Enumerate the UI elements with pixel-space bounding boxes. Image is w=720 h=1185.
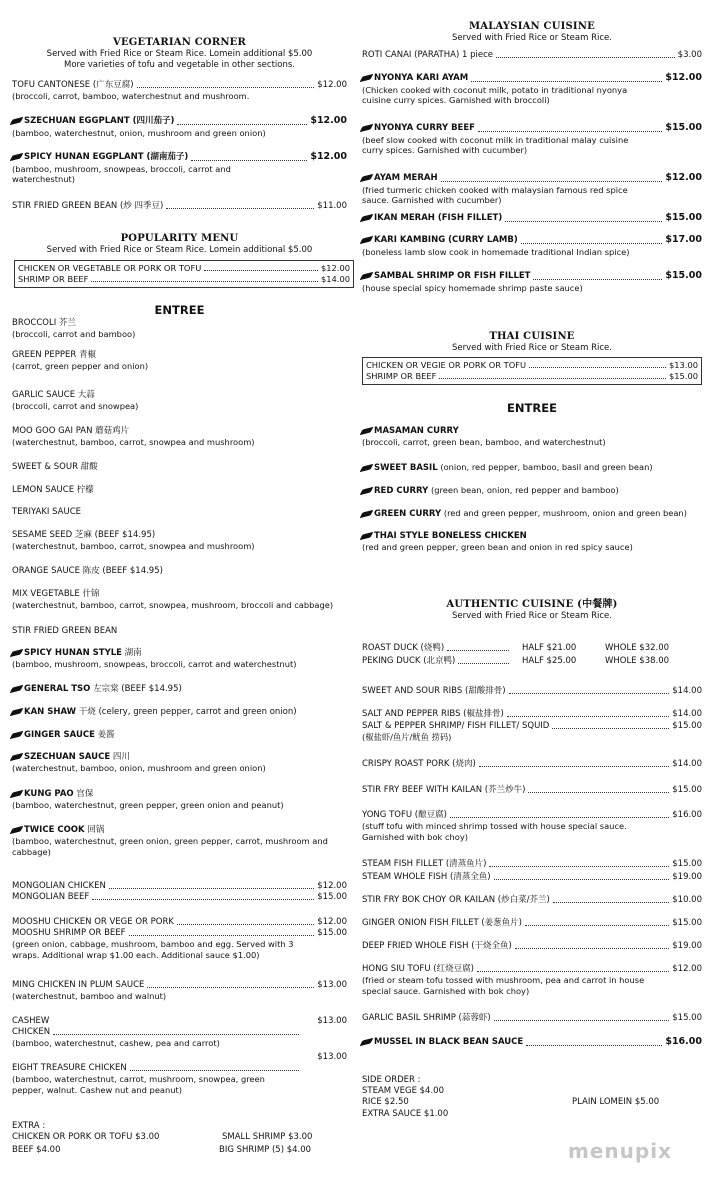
side-item: RICE $2.50 <box>362 1097 409 1108</box>
whole-price: WHOLE $38.00 <box>605 656 670 666</box>
item-name: RED CURRY <box>374 486 429 496</box>
item-price: $12.00 <box>310 115 347 126</box>
extra-item: BIG SHRIMP (5) $4.00 <box>219 1145 312 1156</box>
item-name: STIR FRIED GREEN BEAN (炒 四季豆) <box>12 201 164 211</box>
spicy-icon <box>360 123 374 131</box>
malaysian-title: MALAYSIAN CUISINE <box>469 21 595 32</box>
item-desc: (green bean, onion, red pepper and bamboo) <box>431 485 619 495</box>
item-desc: (fried turmeric chicken cooked with malaysian famous red spice sauce. Garnished with cucumber) <box>362 184 628 206</box>
menu-item <box>12 648 347 670</box>
spicy-icon <box>10 789 24 797</box>
item-extra: (BEEF $14.95) <box>121 684 182 694</box>
item-desc: (椒盐虾/鱼片/鱿鱼 捞码) <box>362 732 452 743</box>
item-chinese: 青椒 <box>79 350 97 360</box>
item-name: ROTI CANAI (PARATHA) 1 piece <box>362 50 493 60</box>
item-name: SWEET AND SOUR RIBS (甜酸排骨) <box>362 686 506 696</box>
item-name: STEAM WHOLE FISH (清蒸全鱼) <box>362 872 491 882</box>
menu-item <box>362 721 702 743</box>
menu-item <box>362 859 702 870</box>
spicy-icon <box>360 213 374 221</box>
menu-item <box>12 825 347 858</box>
item-name: GINGER SAUCE <box>24 730 95 740</box>
item-price: $15.00 <box>672 1013 702 1023</box>
item-name: DEEP FRIED WHOLE FISH (干烧全鱼) <box>362 941 512 951</box>
item-name: SWEET & SOUR <box>12 462 78 472</box>
item-name: GREEN CURRY <box>374 509 442 519</box>
item-name: ROAST DUCK (烧鸭) <box>362 643 445 653</box>
item-price: $15.00 <box>672 918 702 928</box>
item-name: TOFU CANTONESE (广东豆腐) <box>12 80 134 90</box>
item-desc: (house special spicy homemade shrimp paste sauce) <box>362 282 583 293</box>
item-name: STIR FRIED GREEN BEAN <box>12 626 118 636</box>
item-price: $16.00 <box>672 810 702 820</box>
spicy-icon <box>360 1037 374 1045</box>
item-price: $13.00 <box>317 1016 347 1026</box>
menu-item <box>362 72 702 106</box>
item-price: $15.00 <box>665 270 702 281</box>
item-desc: (waterchestnut, bamboo, carrot, snowpea and mushroom) <box>12 541 255 552</box>
item-name: SALT AND PEPPER RIBS (椒盐排骨) <box>362 709 504 719</box>
item-name: ORANGE SAUCE <box>12 566 80 576</box>
item-desc: (waterchestnut, bamboo and walnut) <box>12 991 167 1002</box>
item-desc: (beef slow cooked with coconut milk in traditional malay cuisine curry spices. Garnished with cucumber) <box>362 134 629 156</box>
extra-item: SMALL SHRIMP $3.00 <box>222 1132 313 1143</box>
menu-item <box>362 918 702 929</box>
thai-title: THAI CUISINE <box>489 331 575 342</box>
item-extra: (BEEF $14.95) <box>94 530 156 540</box>
item-price: $19.00 <box>672 872 702 882</box>
spicy-icon <box>360 486 374 494</box>
menu-item <box>12 730 347 741</box>
item-desc: (waterchestnut, bamboo, onion, mushroom and green onion) <box>12 763 266 774</box>
thai-subtitle: Served with Fried Rice or Steam Rice. <box>452 343 612 354</box>
thai-entree-title: ENTREE <box>507 401 557 415</box>
item-desc: (onion, red pepper, bamboo, basil and green bean) <box>440 462 653 472</box>
item-name: MOO GOO GAI PAN <box>12 426 93 436</box>
menu-item <box>362 508 702 520</box>
item-chinese: 大蒜 <box>77 390 95 400</box>
item-name: SPICY HUNAN STYLE <box>24 648 122 658</box>
item-price: $15.00 <box>665 122 702 133</box>
menu-item <box>12 115 347 138</box>
item-name: AYAM MERAH <box>374 173 438 183</box>
item-chinese: 左宗棠 <box>93 684 119 694</box>
menu-item <box>362 234 702 257</box>
item-chinese: 湖南 <box>124 648 142 658</box>
price-row-name: SHRIMP OR BEEF <box>366 370 437 381</box>
item-chinese: 回锅 <box>87 825 105 835</box>
menu-item <box>12 350 347 372</box>
item-name: STEAM FISH FILLET (清蒸鱼片) <box>362 859 487 869</box>
item-price: $13.00 <box>317 980 347 990</box>
item-name: SESAME SEED <box>12 530 73 540</box>
item-price: $15.00 <box>672 721 702 731</box>
menu-item <box>362 270 702 293</box>
item-name: MIX VEGETABLE <box>12 589 80 599</box>
item-price: $15.00 <box>665 212 702 223</box>
menu-item <box>362 426 702 448</box>
item-price: $13.00 <box>317 1052 347 1062</box>
menu-item <box>362 964 702 997</box>
watermark-bold: menu <box>568 1139 635 1163</box>
menu-item <box>12 980 347 1002</box>
item-name: MUSSEL IN BLACK BEAN SAUCE <box>374 1037 524 1047</box>
menu-item <box>12 151 347 185</box>
item-desc: (broccoli, carrot, green bean, bamboo, and waterchestnut) <box>362 437 606 448</box>
malaysian-subtitle: Served with Fried Rice or Steam Rice. <box>452 33 612 44</box>
item-price: $15.00 <box>317 892 347 903</box>
item-desc: (bamboo, waterchestnut, green pepper, green onion and peanut) <box>12 800 284 811</box>
extra-item: BEEF $4.00 <box>12 1145 61 1156</box>
item-price: $12.00 <box>317 80 347 90</box>
item-name: KARI KAMBING (CURRY LAMB) <box>374 235 518 245</box>
spicy-icon <box>360 73 374 81</box>
item-chinese: 柠檬 <box>76 485 94 495</box>
item-price: $12.00 <box>665 72 702 83</box>
menu-item <box>12 390 347 412</box>
menu-item <box>362 709 702 720</box>
menu-item <box>12 589 347 611</box>
menu-item <box>12 80 347 102</box>
mooshu-group <box>12 917 347 961</box>
item-chinese: 甜酸 <box>80 462 98 472</box>
item-name: IKAN MERAH (FISH FILLET) <box>374 213 503 223</box>
item-price: $15.00 <box>672 859 702 869</box>
vegetarian-subtitle: Served with Fried Rice or Steam Rice. Lomein additional $5.00 <box>46 49 313 60</box>
price-row-name: CHICKEN OR VEGETABLE OR PORK OR TOFU <box>18 263 202 273</box>
item-price: $12.00 <box>672 964 702 974</box>
item-desc: (bamboo, waterchestnut, onion, mushroom and green onion) <box>12 127 266 138</box>
price-row-price: $15.00 <box>668 370 698 381</box>
item-desc: (red and green pepper, mushroom, onion and green bean) <box>443 508 687 518</box>
spicy-icon <box>360 531 374 539</box>
item-extra: (celery, green pepper, carrot and green onion) <box>98 707 297 717</box>
item-name: SZECHUAN EGGPLANT (四川茄子) <box>24 116 175 126</box>
popularity-price-box <box>14 260 354 288</box>
vegetarian-section <box>12 36 347 72</box>
authentic-title: AUTHENTIC CUISINE (中餐牌) <box>446 599 618 610</box>
malaysian-section <box>362 20 702 44</box>
item-name: MONGOLIAN CHICKEN <box>12 881 106 891</box>
menu-item <box>362 1013 702 1024</box>
item-name: EIGHT TREASURE CHICKEN <box>12 1063 127 1074</box>
spicy-icon <box>360 463 374 471</box>
thai-section <box>362 330 702 354</box>
price-row-price: $12.00 <box>320 263 350 273</box>
watermark-logo <box>568 1138 672 1164</box>
menu-item <box>12 684 347 695</box>
side-order-section <box>362 1075 702 1121</box>
spicy-icon <box>360 235 374 243</box>
spicy-icon <box>360 426 374 434</box>
item-price: $12.00 <box>665 172 702 183</box>
item-desc: (bamboo, waterchestnut, carrot, mushroom, snowpea, green pepper, walnut. Cashew nut and peanut) <box>12 1074 265 1096</box>
item-name: SWEET BASIL <box>374 463 438 473</box>
item-chinese: 干烧 <box>78 707 96 717</box>
menu-item <box>362 462 702 474</box>
half-price: HALF $21.00 <box>522 643 577 653</box>
item-name: GINGER ONION FISH FILLET (姜葱鱼片) <box>362 918 522 928</box>
mongolian-group <box>12 881 347 903</box>
menu-item <box>362 872 702 883</box>
item-desc: (bamboo, mushroom, snowpeas, broccoli, carrot and waterchestnut) <box>12 163 231 185</box>
item-desc: (Chicken cooked with coconut milk, potato in traditional nyonya cuisine curry spices. Garnished with broccoli) <box>362 84 628 106</box>
spicy-icon <box>360 509 374 517</box>
item-name: MOOSHU SHRIMP OR BEEF <box>12 928 126 939</box>
price-row-name: CHICKEN OR VEGIE OR PORK OR TOFU <box>366 360 527 370</box>
item-name: HONG SIU TOFU (红烧豆腐) <box>362 964 474 974</box>
item-name: GARLIC SAUCE <box>12 390 76 400</box>
side-item: EXTRA SAUCE $1.00 <box>362 1109 449 1120</box>
item-price: $11.00 <box>317 201 347 211</box>
item-name: SPICY HUNAN EGGPLANT (湖南茄子) <box>24 152 189 162</box>
spicy-icon <box>10 684 24 692</box>
item-name: GREEN PEPPER <box>12 350 77 360</box>
side-item: PLAIN LOMEIN $5.00 <box>572 1097 660 1108</box>
spicy-icon <box>10 707 24 715</box>
menu-item <box>362 50 702 61</box>
item-desc: (boneless lamb slow cook in homemade traditional Indian spice) <box>362 246 630 257</box>
item-chinese: 宫保 <box>76 789 94 799</box>
extra-item: CHICKEN OR PORK OR TOFU $3.00 <box>12 1132 160 1143</box>
item-name: LEMON SAUCE <box>12 485 75 495</box>
item-desc: (carrot, green pepper and onion) <box>12 361 149 372</box>
item-name: THAI STYLE BONELESS CHICKEN <box>374 531 527 541</box>
menu-item <box>12 707 347 718</box>
item-name: CRISPY ROAST PORK (烧肉) <box>362 759 476 769</box>
item-name: PEKING DUCK (北京鸭) <box>362 656 456 666</box>
item-desc: (red and green pepper, green bean and onion in red spicy sauce) <box>362 542 633 553</box>
item-price: $17.00 <box>665 234 702 245</box>
item-price: $14.00 <box>672 759 702 769</box>
half-price: HALF $25.00 <box>522 656 577 666</box>
menu-item <box>362 810 702 843</box>
item-name: SALT & PEPPER SHRIMP/ FISH FILLET/ SQUID <box>362 721 550 731</box>
item-chinese: 什锦 <box>82 589 100 599</box>
spicy-icon <box>10 730 24 738</box>
item-desc: (bamboo, waterchestnut, cashew, pea and carrot) <box>12 1038 220 1049</box>
item-name: GARLIC BASIL SHRIMP (蒜蓉虾) <box>362 1013 491 1023</box>
popularity-section <box>12 232 347 256</box>
menu-item <box>362 1036 702 1049</box>
entree-title: ENTREE <box>154 303 205 317</box>
item-chinese: 四川 <box>112 752 130 762</box>
menu-item <box>12 1052 347 1096</box>
item-price: $19.00 <box>672 941 702 951</box>
thai-price-box <box>362 357 702 385</box>
menu-item <box>12 789 347 811</box>
duck-group <box>362 643 702 669</box>
price-row-name: SHRIMP OR BEEF <box>18 273 89 284</box>
item-desc: (bamboo, mushroom, snowpeas, broccoli, carrot and waterchestnut) <box>12 659 297 670</box>
item-desc: (waterchestnut, bamboo, carrot, snowpea and mushroom) <box>12 437 255 448</box>
side-order-title: SIDE ORDER : <box>362 1075 421 1085</box>
menu-item <box>12 201 347 212</box>
menu-item <box>362 212 702 225</box>
popularity-subtitle: Served with Fried Rice or Steam Rice. Lomein additional $5.00 <box>46 245 313 256</box>
menu-item <box>12 485 347 496</box>
item-price: $12.00 <box>317 917 347 927</box>
item-desc: (broccoli, carrot and snowpea) <box>12 401 139 412</box>
item-name: MING CHICKEN IN PLUM SAUCE <box>12 980 145 990</box>
item-price: $10.00 <box>672 895 702 905</box>
menu-item <box>362 485 702 497</box>
item-name: CASHEW <box>12 1016 50 1026</box>
item-name: NYONYA KARI AYAM <box>374 73 469 83</box>
item-desc: (broccoli, carrot and bamboo) <box>12 329 136 340</box>
item-price: $15.00 <box>672 785 702 795</box>
menu-item <box>12 507 347 518</box>
item-desc: (waterchestnut, bamboo, carrot, snowpea, mushroom, broccoli and cabbage) <box>12 600 334 611</box>
menu-item <box>362 895 702 906</box>
item-price: $3.00 <box>677 50 702 60</box>
menu-item <box>362 686 702 697</box>
menu-item <box>362 941 702 952</box>
item-price: $12.00 <box>310 151 347 162</box>
item-name: CHICKEN <box>12 1027 51 1038</box>
item-name: KUNG PAO <box>24 789 74 799</box>
price-row-price: $14.00 <box>320 273 350 284</box>
authentic-section <box>362 598 702 622</box>
menu-item <box>362 759 702 770</box>
menu-item <box>12 462 347 473</box>
item-price: $14.00 <box>672 686 702 696</box>
item-desc: (stuff tofu with minced shrimp tossed with house special sauce. Garnished with bok choy) <box>362 821 627 843</box>
item-desc: (green onion, cabbage, mushroom, bamboo and egg. Served with 3 wraps. Additional wrap $1.00 each. Additional sauce $1.00) <box>12 939 294 961</box>
item-extra: (BEEF $14.95) <box>102 566 163 576</box>
menu-item <box>12 1016 347 1049</box>
item-chinese: 陈皮 <box>82 566 100 576</box>
item-name: BROCCOLI <box>12 318 57 328</box>
item-name: KAN SHAW <box>24 707 77 717</box>
extra-section <box>12 1121 347 1158</box>
spicy-icon <box>10 752 24 760</box>
item-chinese: 芝麻 <box>74 530 92 540</box>
menu-item <box>362 172 702 206</box>
vegetarian-note: More varieties of tofu and vegetable in other sections. <box>63 60 295 71</box>
spicy-icon <box>360 271 374 279</box>
item-price: $15.00 <box>317 928 347 939</box>
authentic-subtitle: Served with Fried Rice or Steam Rice. <box>452 611 612 622</box>
spicy-icon <box>10 152 24 160</box>
item-price: $14.00 <box>672 709 702 719</box>
item-name: MONGOLIAN BEEF <box>12 892 90 903</box>
menu-item <box>362 785 702 796</box>
side-item: STEAM VEGE $4.00 <box>362 1086 444 1097</box>
price-row-price: $13.00 <box>668 360 698 370</box>
item-name: SZECHUAN SAUCE <box>24 752 111 762</box>
item-name: STIR FRY BOK CHOY OR KAILAN (炒白菜/芥兰) <box>362 895 550 905</box>
menu-item <box>12 530 347 552</box>
item-name: MOOSHU CHICKEN OR VEGE OR PORK <box>12 917 174 927</box>
spicy-icon <box>360 173 374 181</box>
item-name: MASAMAN CURRY <box>374 426 459 436</box>
item-name: TWICE COOK <box>24 825 85 835</box>
watermark-rest: pix <box>634 1139 672 1163</box>
menu-item <box>12 426 347 448</box>
menu-item <box>362 531 702 553</box>
item-chinese: 姜酱 <box>97 730 115 740</box>
popularity-title: POPULARITY MENU <box>120 233 239 244</box>
menu-item <box>12 566 347 577</box>
item-name: NYONYA CURRY BEEF <box>374 123 475 133</box>
item-desc: (bamboo, waterchestnut, green onion, green pepper, carrot, mushroom and cabbage) <box>12 836 328 858</box>
item-name: SAMBAL SHRIMP OR FISH FILLET <box>374 271 531 281</box>
vegetarian-title: VEGETARIAN CORNER <box>112 37 247 48</box>
item-name: STIR FRY BEEF WITH KAILAN (芥兰炒牛) <box>362 785 526 795</box>
menu-item <box>12 752 347 774</box>
item-name: GENERAL TSO <box>24 684 91 694</box>
spicy-icon <box>10 116 24 124</box>
item-desc: (broccoli, carrot, bamboo, waterchestnut and mushroom. <box>12 91 250 102</box>
item-chinese: 蘑菇鸡片 <box>95 426 130 436</box>
menu-item <box>12 626 347 637</box>
spicy-icon <box>10 825 24 833</box>
extra-title: EXTRA : <box>12 1121 46 1131</box>
whole-price: WHOLE $32.00 <box>605 643 670 653</box>
item-desc: (fried or steam tofu tossed with mushroom, pea and carrot in house special sauce. Garnished with bok choy) <box>362 975 645 997</box>
item-price: $16.00 <box>665 1036 702 1047</box>
spicy-icon <box>10 648 24 656</box>
item-name: TERIYAKI SAUCE <box>12 507 82 517</box>
item-name: YONG TOFU (酿豆腐) <box>362 810 447 820</box>
menu-item <box>12 318 347 340</box>
menu-item <box>362 122 702 156</box>
item-chinese: 芥兰 <box>58 318 76 328</box>
item-price: $12.00 <box>317 881 347 891</box>
